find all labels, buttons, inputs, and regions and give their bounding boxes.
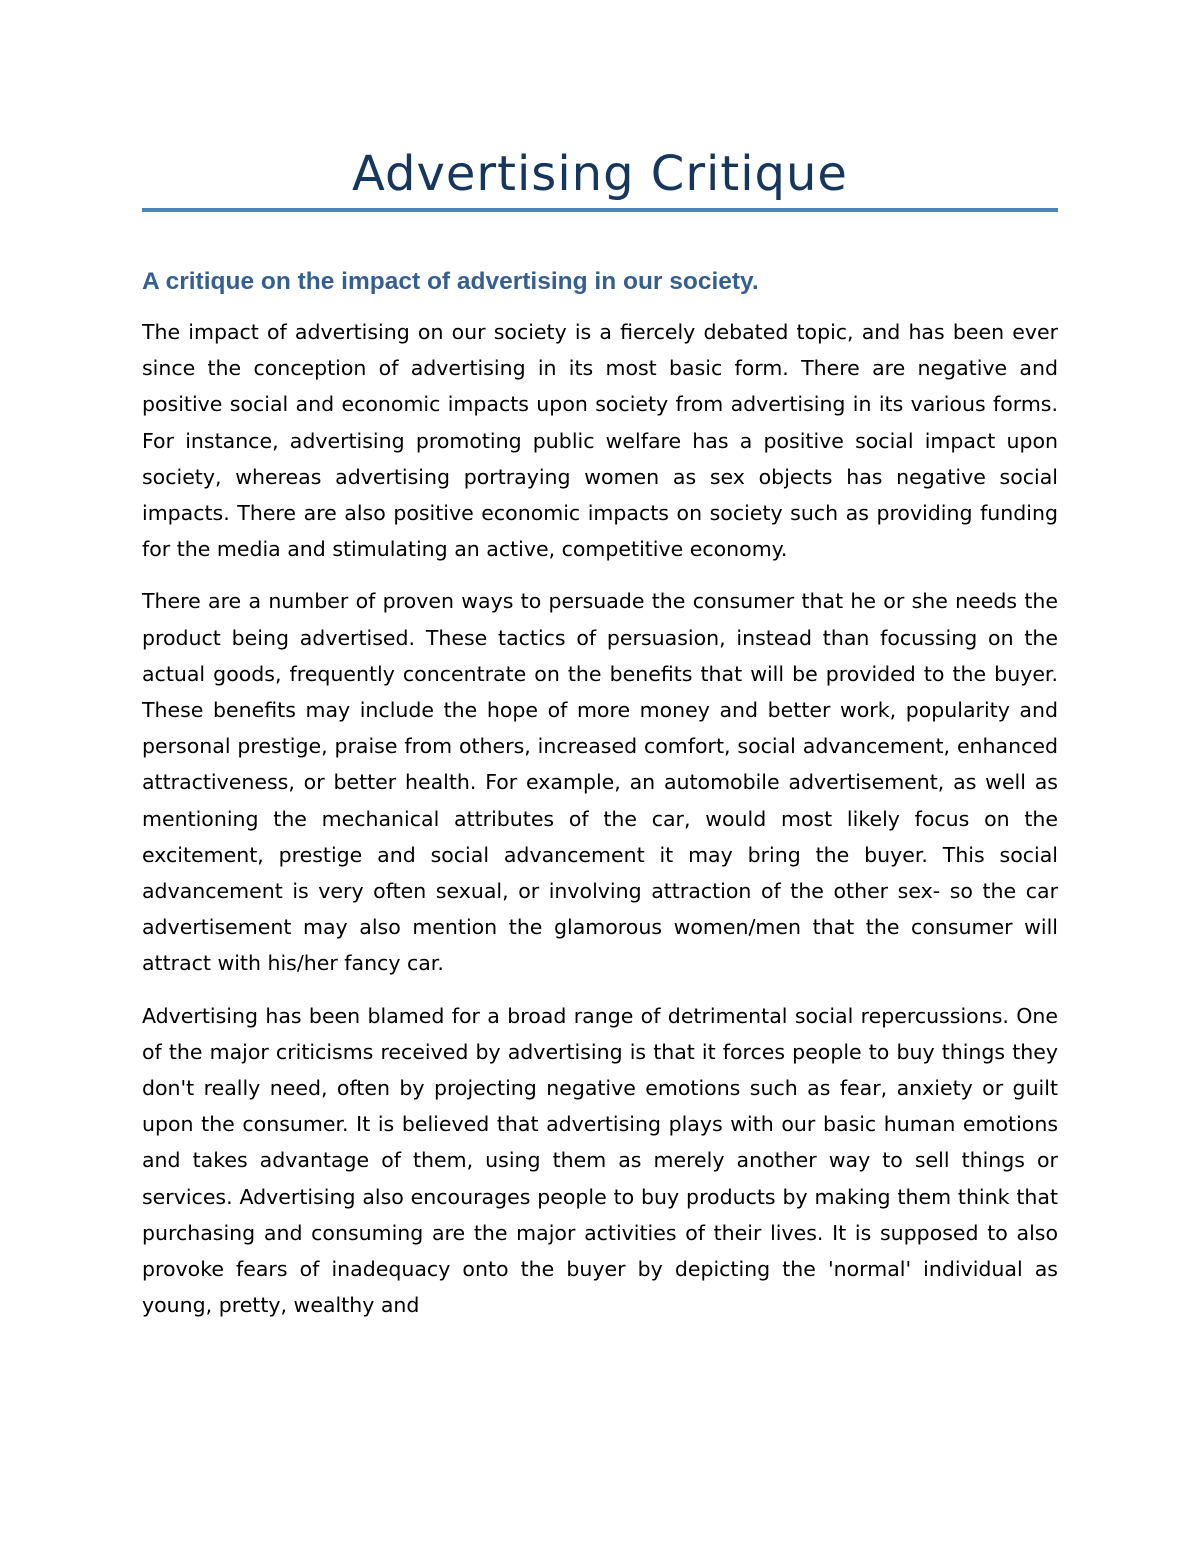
- document-content: [142, 140, 1058, 1323]
- paragraph-3: Advertising has been blamed for a broad range of detrimental social repercussions. One of the major criticisms received by advertising is that it forces people to buy things they don't really need, often by projecting negative emotions such as fear, anxiety or guilt upon the consumer. It is believed that advertising plays with our basic human emotions and takes advantage of them, using them as merely another way to sell things or services. Advertising also encourages people to buy products by making them think that purchasing and consuming are the major activities of their lives. It is supposed to also provoke fears of inadequacy onto the buyer by depicting the 'normal' individual as young, pretty, wealthy and: [142, 1003, 1058, 1318]
- paragraph-1: The impact of advertising on our society is a fiercely debated topic, and has been ever since the conception of advertising in its most basic form. There are negative and positive social and economic impacts upon society from advertising in its various forms. For instance, advertising promoting public welfare has a positive social impact upon society, whereas advertising portraying women as sex objects has negative social impacts. There are also positive economic impacts on society such as providing funding for the media and stimulating an active, competitive economy.: [142, 320, 1058, 562]
- paragraph-2: There are a number of proven ways to persuade the consumer that he or she needs the product being advertised. These tactics of persuasion, instead than focussing on the actual goods, frequently concentrate on the benefits that will be provided to the buyer. These benefits may include the hope of more money and better work, popularity and personal prestige, praise from others, increased comfort, social advancement, enhanced attractiveness, or better health. For example, an automobile advertisement, as well as mentioning the mechanical attributes of the car, would most likely focus on the excitement, prestige and social advancement it may bring the buyer. This social advancement is very often sexual, or involving attraction of the other sex- so the car advertisement may also mention the glamorous women/men that the consumer will attract with his/her fancy car.: [142, 589, 1058, 976]
- title-underline-rule: [142, 208, 1058, 212]
- document-subtitle: A critique on the impact of advertising in our society.: [142, 268, 759, 295]
- document-title: Advertising Critique: [352, 146, 848, 202]
